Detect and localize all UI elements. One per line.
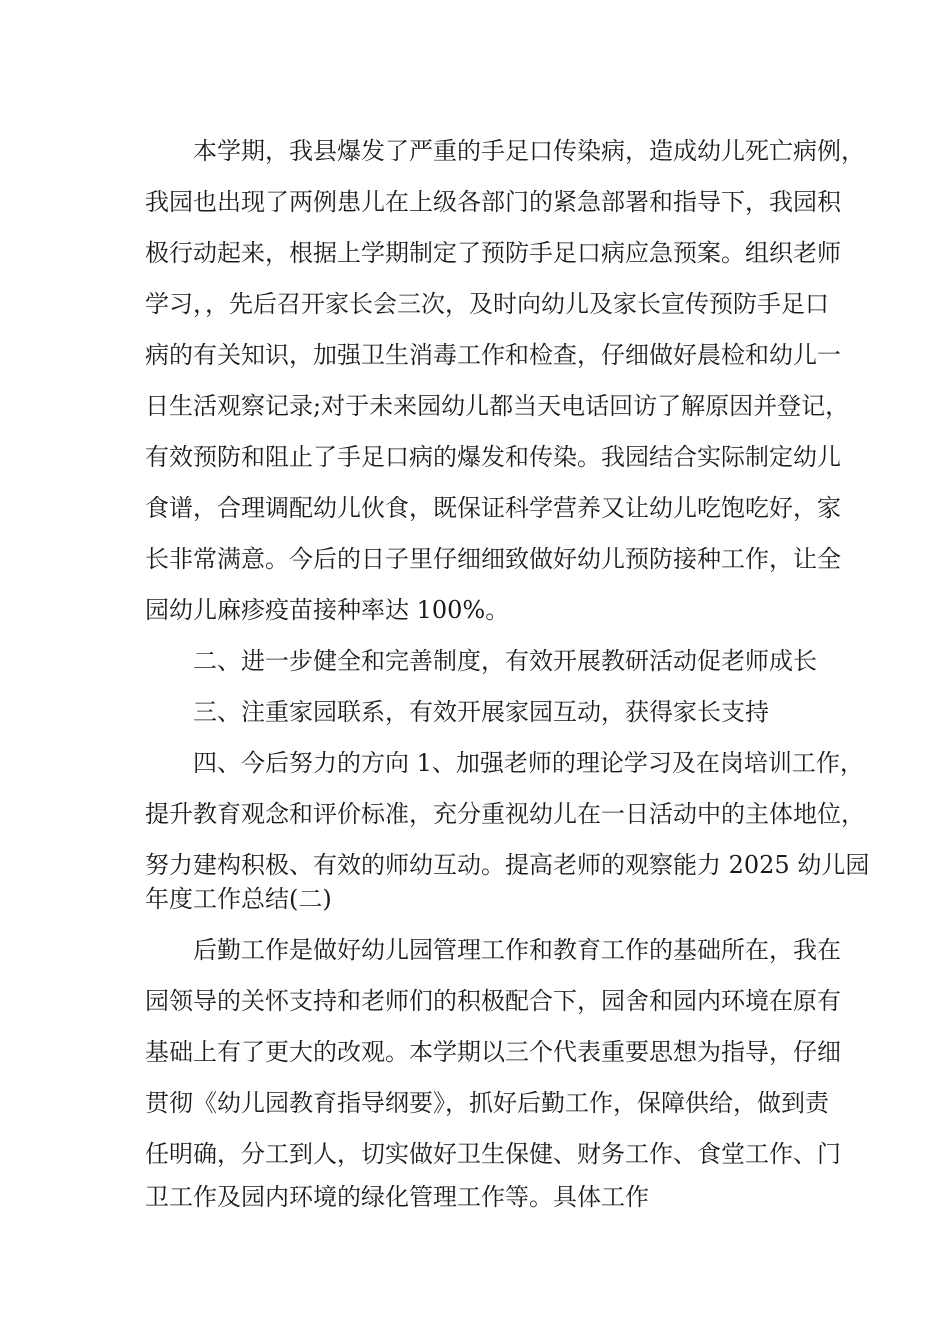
text-line: 长非常满意。今后的日子里仔细细致做好幼儿预防接种工作，让全 — [145, 545, 841, 573]
section-heading: 二、进一步健全和完善制度，有效开展教研活动促老师成长 — [193, 647, 817, 675]
text-line: 园幼儿麻疹疫苗接种率达 100%。 — [145, 596, 510, 624]
text-line: 学习，，先后召开家长会三次，及时向幼儿及家长宣传预防手足口 — [145, 290, 829, 318]
text-line: 努力建构积极、有效的师幼互动。提高老师的观察能力 2025 幼儿园 — [145, 851, 870, 879]
text-line: 日生活观察记录;对于未来园幼儿都当天电话回访了解原因并登记， — [145, 392, 850, 420]
text-line: 年度工作总结(二) — [145, 885, 332, 913]
text-line: 提升教育观念和评价标准，充分重视幼儿在一日活动中的主体地位， — [145, 800, 865, 828]
text-line: 食谱，合理调配幼儿伙食，既保证科学营养又让幼儿吃饱吃好，家 — [145, 494, 841, 522]
text-line: 极行动起来，根据上学期制定了预防手足口病应急预案。组织老师 — [145, 239, 841, 267]
section-heading: 三、注重家园联系，有效开展家园互动，获得家长支持 — [193, 698, 769, 726]
text-line: 四、今后努力的方向 1、加强老师的理论学习及在岗培训工作， — [193, 749, 864, 777]
text-line: 卫工作及园内环境的绿化管理工作等。具体工作 — [145, 1183, 649, 1211]
text-line: 后勤工作是做好幼儿园管理工作和教育工作的基础所在，我在 — [193, 936, 841, 964]
text-line: 病的有关知识，加强卫生消毒工作和检查，仔细做好晨检和幼儿一 — [145, 341, 841, 369]
text-line: 贯彻《幼儿园教育指导纲要》，抓好后勤工作，保障供给，做到责 — [145, 1089, 829, 1117]
text-line: 任明确，分工到人，切实做好卫生保健、财务工作、食堂工作、门 — [145, 1140, 841, 1168]
text-line: 园领导的关怀支持和老师们的积极配合下，园舍和园内环境在原有 — [145, 987, 841, 1015]
text-line: 我园也出现了两例患儿在上级各部门的紧急部署和指导下，我园积 — [145, 188, 841, 216]
text-line: 有效预防和阻止了手足口病的爆发和传染。我园结合实际制定幼儿 — [145, 443, 841, 471]
text-line: 本学期，我县爆发了严重的手足口传染病，造成幼儿死亡病例， — [193, 137, 865, 165]
text-line: 基础上有了更大的改观。本学期以三个代表重要思想为指导，仔细 — [145, 1038, 841, 1066]
